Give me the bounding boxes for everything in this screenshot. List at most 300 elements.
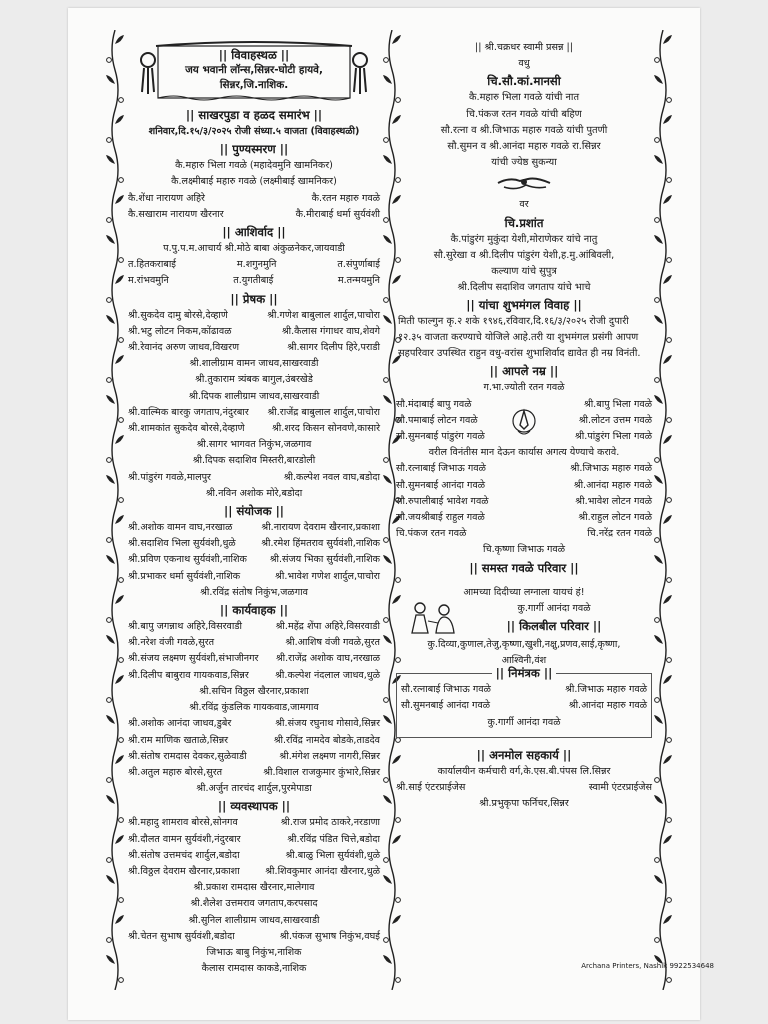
humble-right — [537, 397, 652, 446]
vine-leaf — [663, 595, 672, 604]
vine-leaf — [663, 35, 672, 44]
name-row — [128, 405, 380, 421]
blessings-line: प.पु.प.म.आचार्य श्री.मोठे बाबा अंकुळनेकर,जायवाडी — [163, 243, 345, 255]
vine-leaf — [106, 315, 115, 324]
vine-curl — [384, 58, 389, 63]
vine-curl — [107, 858, 112, 863]
blessings-title: || आशिर्वाद || — [222, 225, 286, 240]
name: श्री.शामकांत सुकदेव बोरसे,देव्हाणे — [128, 423, 245, 435]
name-row: श्री.अर्जुन तारचंद शार्दुल,पुरमेपाडा — [196, 783, 312, 795]
vine-curl — [667, 978, 672, 983]
name-row — [396, 494, 652, 510]
inviter-title: || निमंत्रक || — [492, 664, 557, 682]
vine-leaf — [383, 555, 392, 564]
wedding-details: मिती फाल्गुन कृ.२ शके १९४६,रविवार,दि.१६/३/२०२५ रोजी दुपारी १२.३५ वाजता करण्याचे योजिले आहे.तरी या शुभमंगल प्रसंगी आपण सहपरिवार उपस्थित राहुन वधु-वरांस शुभाशिर्वाद द्यावेत ही नम्र विनंती. — [398, 316, 641, 360]
bride-line: सौ.सुमन व श्री.आनंदा महारु गवळे रा.सिन्नर — [447, 141, 601, 153]
name: श्री.मंगेश लक्ष्मण नागरी,सिन्नर — [279, 750, 380, 762]
kids-name: कु.गार्गी आनंदा गवळे — [517, 602, 591, 614]
vine-curl — [655, 298, 660, 303]
floral-vine-border-left — [104, 30, 126, 990]
vine-leaf — [383, 795, 392, 804]
vine-leaf — [654, 395, 663, 404]
vine-leaf — [392, 835, 401, 844]
vine-leaf — [106, 155, 115, 164]
name-row: कैलास रामदास काकडे,नाशिक — [201, 963, 307, 975]
vine-leaf — [663, 915, 672, 924]
vine-leaf — [654, 155, 663, 164]
name: श्री.गणेश बाबुलाल शार्दुल,पाचोरा — [267, 309, 380, 321]
name: श्री.पांडुरंग भिला गवळे — [574, 431, 652, 443]
vine-leaf — [663, 195, 672, 204]
vine-leaf — [106, 715, 115, 724]
bride-line: यांची ज्येष्ठ सुकन्या — [491, 157, 557, 169]
help-row — [396, 780, 652, 796]
venue-line: जय भवानी लॉन्स,सिन्नर-घोटी हायवे, — [185, 64, 323, 76]
name: श्री.प्रविण एकनाथ सुर्यवंशी,नाशिक — [128, 554, 247, 566]
name: म.रांभवमुनि — [128, 275, 169, 287]
vine-curl — [655, 458, 660, 463]
vine-curl — [384, 618, 389, 623]
vine-curl — [667, 898, 672, 903]
vine-curl — [119, 738, 124, 743]
name-row — [128, 619, 380, 635]
bride-name: चि.सौ.कां.मानसी — [487, 74, 561, 89]
vine-curl — [667, 498, 672, 503]
vine-curl — [119, 818, 124, 823]
venue-banner — [134, 40, 374, 102]
vine-curl — [119, 498, 124, 503]
vine-leaf — [106, 955, 115, 964]
name: श्री.आनंदा महारु गवळे — [573, 479, 652, 491]
name-row — [128, 864, 380, 880]
vine-curl — [655, 218, 660, 223]
vine-leaf — [383, 875, 392, 884]
vine-curl — [119, 178, 124, 183]
vine-curl — [384, 858, 389, 863]
hands-row — [396, 171, 652, 197]
name: श्री.प्रभाकर धर्मा सुर्यवंशी,नाशिक — [128, 570, 241, 582]
vine-curl — [119, 898, 124, 903]
help-line: श्री.प्रभुकृपा फर्निचर,सिन्नर — [479, 798, 569, 810]
vine-curl — [107, 698, 112, 703]
name: श्री.सुकदेव दामु बोरसे,देव्हाणे — [128, 309, 228, 321]
name: सौ.रत्नाबाई जिभाऊ गवळे — [396, 463, 486, 475]
vine-leaf — [106, 395, 115, 404]
vine-leaf — [115, 195, 124, 204]
vine-leaf — [663, 275, 672, 284]
vine-curl — [119, 258, 124, 263]
inviters-title: || प्रेषक || — [230, 291, 278, 306]
managers-title: || व्यवस्थापक || — [217, 799, 291, 814]
name: श्री.पंकज सुभाष निकुंभ,वघई — [279, 930, 380, 942]
vine-leaf — [106, 75, 115, 84]
name: म.शगुनमुनि — [236, 259, 277, 271]
name-row — [128, 749, 380, 765]
vine-curl — [384, 778, 389, 783]
vine-leaf — [383, 235, 392, 244]
vine-leaf — [106, 635, 115, 644]
vine-leaf — [383, 395, 392, 404]
name: श्री.संतोष उत्तमचंद शार्दुल,बडोदा — [128, 849, 240, 861]
engagement-datetime: शनिवार,दि.१५/३/२०२५ रोजी संध्या.५ वाजता (विवाहस्थळी) — [148, 126, 360, 137]
vine-curl — [107, 618, 112, 623]
name-row — [396, 478, 652, 494]
humble-head: ग.भा.ज्योती रतन गवळे — [483, 382, 565, 394]
vine-leaf — [654, 75, 663, 84]
vine-leaf — [383, 315, 392, 324]
inviter-row — [401, 682, 647, 698]
floral-vine-border-right — [652, 30, 674, 990]
inviters-list — [128, 308, 380, 502]
remembrance-line: कै.लक्ष्मीबाई महारु गवळे (लक्ष्मीबाई खामनिकर) — [171, 176, 337, 188]
vine-curl — [107, 458, 112, 463]
left-column — [128, 40, 380, 977]
remembrance-row — [128, 191, 380, 207]
name-row: श्री.सागर भागवत निकुंभ,जळगाव — [196, 439, 312, 451]
name: श्री.नारायण देवराम खैरनार,प्रकाशा — [261, 522, 380, 534]
vine-leaf — [106, 555, 115, 564]
name: श्री.महेंद्र शेंपा अहिरे,विसरवाडी — [275, 621, 380, 633]
bride-label: वधु — [518, 58, 530, 70]
name: श्री.विठ्ठल देवराम खैरनार,प्रकाशा — [128, 865, 240, 877]
vine-curl — [655, 618, 660, 623]
name-row — [128, 668, 380, 684]
vine-curl — [384, 458, 389, 463]
name: श्री.जिभाऊ महारु गवळे — [570, 463, 652, 475]
name: श्री.बापु भिला गवळे — [583, 398, 652, 410]
humble-rows-with-icon — [396, 397, 652, 446]
vine-curl — [655, 698, 660, 703]
name: श्री.संतोष रामदास देवकर,सुळेवाडी — [128, 750, 247, 762]
vine-curl — [396, 898, 401, 903]
vine-leaf — [654, 315, 663, 324]
vine-curl — [655, 538, 660, 543]
name: श्री.चेतन सुभाष सुर्यवंशी,बडोदा — [128, 930, 235, 942]
vine-curl — [384, 298, 389, 303]
kids-title: || किलबील परिवार || — [506, 618, 602, 633]
name: सौ.सुमनबाई आनंदा गवळे — [401, 700, 491, 712]
vine-leaf — [654, 475, 663, 484]
name: श्री.भटु लोटन निकम,कोंढावळ — [128, 325, 232, 337]
name: श्री.बाळु भिला सुर्यवंशी,धुळे — [285, 849, 380, 861]
inviter-last: कु.गार्गी आनंदा गवळे — [487, 716, 561, 728]
vine-leaf — [115, 275, 124, 284]
name: श्री.अशोक वामन वाघ,नरखाळ — [128, 522, 233, 534]
engagement-title: || साखरपुडा व हळद समारंभ || — [185, 108, 323, 122]
name: श्री.राम माणिक खताळे,सिन्नर — [128, 734, 229, 746]
vine-curl — [107, 378, 112, 383]
bride-line: चि.पंकज रतन गवळे यांची बहिण — [466, 108, 582, 120]
vine-leaf — [106, 235, 115, 244]
vine-leaf — [115, 595, 124, 604]
vine-leaf — [654, 795, 663, 804]
vine-curl — [384, 218, 389, 223]
name-row — [128, 340, 380, 356]
name: श्री.रविंद्र नामदेव बोडके,ताडदेव — [273, 734, 380, 746]
vine-curl — [119, 578, 124, 583]
name-row — [396, 510, 652, 526]
name: सौ.सुमनबाई पांडुरंग गवळे — [396, 431, 485, 443]
vine-curl — [384, 698, 389, 703]
vine-curl — [107, 138, 112, 143]
joined-hands-icon — [496, 171, 552, 195]
right-column — [396, 40, 652, 813]
vine-leaf — [663, 835, 672, 844]
blessings-row — [128, 273, 380, 289]
name: श्री.सदाशिव भिला सुर्यवंशी,धुळे — [128, 538, 236, 550]
vine-curl — [667, 418, 672, 423]
name-row: श्री.सुनिल शालीग्राम जाधव,साखरवाडी — [188, 914, 320, 926]
name: चि.पंकज रतन गवळे — [396, 528, 467, 540]
name: त.हितकराबाई — [128, 259, 177, 271]
vine-curl — [107, 298, 112, 303]
vine-curl — [667, 738, 672, 743]
vine-curl — [107, 778, 112, 783]
name: श्री.बापु जगन्नाथ अहिरे,विसरवाडी — [128, 621, 242, 633]
name-row — [128, 635, 380, 651]
name: श्री.विशाल राजकुमार कुंभारे,सिन्नर — [263, 766, 380, 778]
bride-line: सौ.रत्ना व श्री.जिभाऊ महारु गवळे यांची पुतणी — [440, 124, 608, 136]
humble-title: || आपले नम्र || — [489, 364, 559, 379]
kids-line: आश्विनी,वंश — [501, 655, 547, 667]
vine-curl — [396, 978, 401, 983]
vine-leaf — [115, 35, 124, 44]
name-row — [128, 848, 380, 864]
venue-line: सिन्नर,जि.नाशिक. — [219, 79, 289, 91]
name: सौ.जयश्रीबाई राहुल गवळे — [396, 512, 485, 524]
vine-leaf — [663, 435, 672, 444]
groom-name: चि.प्रशांत — [504, 215, 544, 230]
vine-leaf — [654, 875, 663, 884]
folded-hands-icon — [511, 401, 537, 441]
vine-leaf — [106, 795, 115, 804]
vine-curl — [119, 338, 124, 343]
name: श्री.दिलीप बाबुराव गायकवाड,सिन्नर — [128, 669, 249, 681]
name: श्री.आनंदा महारु गवळे — [568, 700, 647, 712]
name: श्री.शिवकुमार आनंदा खैरनार,धुळे — [265, 865, 380, 877]
vine-curl — [396, 818, 401, 823]
family-title: || समस्त गवळे परिवार || — [469, 560, 579, 575]
vine-leaf — [383, 75, 392, 84]
name-row: श्री.प्रकाश रामदास खैरनार,मालेगाव — [193, 882, 315, 894]
name: स्वामी एंटरप्राईजेस — [588, 782, 652, 794]
vine-leaf — [663, 755, 672, 764]
name: श्री.सागर दिलीप हिरे,पराडी — [287, 342, 380, 354]
name-row — [128, 716, 380, 732]
name-row — [128, 470, 380, 486]
name: श्री.रमेश हिंमतराव सुर्यवंशी,नाशिक — [261, 538, 380, 550]
groom-line: श्री.दिलीप सदाशिव जगताप यांचे भाचे — [457, 282, 591, 294]
name: श्री.कल्पेश नवल वाघ,बडोदा — [283, 471, 380, 483]
inviter-box — [396, 666, 652, 738]
vine-curl — [384, 538, 389, 543]
name: श्री.राज प्रमोद ठाकरे,नरडाणा — [280, 817, 380, 829]
kids-line: आमच्या दिदीच्या लग्नाला यायचं हं! — [463, 586, 585, 598]
vine-curl — [667, 658, 672, 663]
printer-credit: Archana Printers, Nashik 9922534648 — [581, 962, 714, 970]
name: कै.सखाराम नारायण खैरनार — [128, 208, 224, 220]
blessings-row — [128, 257, 380, 273]
vine-leaf — [383, 155, 392, 164]
vine-leaf — [663, 675, 672, 684]
name-row: श्री.नविन अशोक मोरे,बडोदा — [205, 487, 303, 499]
groom-label: वर — [519, 199, 529, 211]
humble-list — [396, 461, 652, 542]
name-row — [128, 421, 380, 437]
vine-leaf — [383, 955, 392, 964]
vine-curl — [384, 938, 389, 943]
name: श्री.भावेश लोटन गवळे — [575, 495, 652, 507]
name-row — [128, 765, 380, 781]
vine-leaf — [654, 715, 663, 724]
kids-line: कु.दिव्या,कुणाल,तेजु,कृष्णा,खुशी,नक्षु,प्रणव,साई,कृष्णा, — [427, 638, 621, 650]
vine-curl — [384, 138, 389, 143]
name: चि.नरेंद्र रतन गवळे — [587, 528, 652, 540]
name: श्री.वाल्मिक बारकु जगताप,नंदुरबार — [128, 406, 249, 418]
vine-leaf — [383, 475, 392, 484]
vine-curl — [655, 858, 660, 863]
organizers-list — [128, 520, 380, 601]
vine-leaf — [115, 835, 124, 844]
vine-curl — [667, 338, 672, 343]
name: त.युगतीबाई — [233, 275, 274, 287]
name: सौ.मंदाबाई बापु गवळे — [396, 398, 472, 410]
wedding-couple-illustration — [406, 601, 460, 635]
vine-leaf — [106, 875, 115, 884]
vine-leaf — [663, 355, 672, 364]
name: सौ.सुमनबाई आनंदा गवळे — [396, 479, 486, 491]
name: श्री.रेवानंद अरुण जाधव,विखरण — [128, 342, 240, 354]
help-line: कार्यालयीन कर्मचारी वर्ग,के.एस.बी.पंपस लि.सिन्नर — [437, 765, 611, 777]
name: श्री.साई एंटरप्राईजेस — [396, 782, 466, 794]
vine-curl — [667, 258, 672, 263]
name-row — [128, 832, 380, 848]
organizers-title: || संयोजक || — [223, 504, 285, 519]
name-row — [128, 308, 380, 324]
name: श्री.संजय लक्ष्मण सुर्यवंशी,संभाजीनगर — [128, 653, 259, 665]
name: श्री.महादु शामराव बोरसे,सोनगव — [128, 817, 238, 829]
vine-leaf — [115, 435, 124, 444]
name: श्री.पांडुरंग गवळे,मालपुर — [128, 471, 211, 483]
name: श्री.अशोक आनंदा जाधव,डुबेर — [128, 718, 232, 730]
name: श्री.राजेंद्र बाबुलाल शार्दुल,पाचोरा — [267, 406, 380, 418]
name-row — [396, 461, 652, 477]
vine-leaf — [663, 515, 672, 524]
name: सौ.पमाबाई लोटन गवळे — [396, 414, 478, 426]
name: श्री.संजय भिका सुर्यवंशी,नाशिक — [269, 554, 380, 566]
name-row — [128, 733, 380, 749]
vine-curl — [384, 378, 389, 383]
vine-curl — [119, 658, 124, 663]
vine-leaf — [115, 515, 124, 524]
name: श्री.शरद किसन सोनवणे,कासारे — [272, 423, 380, 435]
name: कै.शेंधा नारायण अहिरे — [128, 192, 205, 204]
name-row — [128, 929, 380, 945]
vine-leaf — [383, 715, 392, 724]
hosts-title: || कार्यवाहक || — [219, 603, 289, 618]
remembrance-title: || पुण्यस्मरण || — [219, 142, 289, 157]
groom-line: सौ.सुरेखा व श्री.दिलीप पांडुरंग येशी,ह.मु.आंबिवली, — [433, 249, 615, 261]
vine-leaf — [115, 355, 124, 364]
vine-curl — [119, 418, 124, 423]
name: कै.मीराबाई धर्मा सुर्यवंशी — [295, 208, 380, 220]
groom-line: कल्याण यांचे सुपुत्र — [491, 266, 557, 278]
vine-curl — [107, 538, 112, 543]
humble-note: वरील विनंतीस मान देऊन कार्यास अगत्य येण्याचे करावे. — [428, 447, 620, 459]
name: श्री.संजय रघुनाथ गोसावे,सिन्नर — [275, 718, 380, 730]
kids-block — [396, 601, 652, 637]
name-row: श्री.सचिन विठ्ठल खैरनार,प्रकाशा — [199, 685, 309, 697]
vine-curl — [655, 938, 660, 943]
venue-title: || विवाहस्थळ || — [218, 48, 290, 62]
vine-leaf — [115, 915, 124, 924]
name: श्री.लोटन उत्तम गवळे — [578, 414, 652, 426]
vine-curl — [655, 58, 660, 63]
name-row — [128, 552, 380, 568]
name-row — [128, 569, 380, 585]
name-row — [128, 815, 380, 831]
name-row: श्री.शालीग्राम वामन जाधव,साखरवाडी — [189, 358, 319, 370]
name: श्री.भावेश गणेश शार्दुल,पाचोरा — [275, 570, 380, 582]
vine-curl — [655, 778, 660, 783]
vine-curl — [107, 218, 112, 223]
name-row: जिभाऊ बाबु निकुंभ,नाशिक — [206, 946, 302, 958]
name-row — [128, 324, 380, 340]
name: त.संपुर्णाबाई — [337, 259, 380, 271]
managers-list — [128, 815, 380, 977]
name-row — [128, 651, 380, 667]
vine-leaf — [392, 915, 401, 924]
name-row — [396, 526, 652, 542]
name: म.तन्मयमुनि — [337, 275, 380, 287]
name: सौ.रत्नाबाई जिभाऊ गवळे — [401, 684, 491, 696]
name: कै.रतन महारु गवळे — [311, 192, 380, 204]
name-row: श्री.दिपक सदाशिव मिस्तरी,बारडोली — [192, 455, 316, 467]
vine-leaf — [654, 635, 663, 644]
name-row — [128, 536, 380, 552]
vine-leaf — [106, 475, 115, 484]
vine-curl — [667, 98, 672, 103]
vine-leaf — [115, 115, 124, 124]
name: श्री.आशिष वंजी गवळे,सुरत — [285, 637, 380, 649]
name: सौ.रुपालीबाई भावेश गवळे — [396, 495, 489, 507]
vine-curl — [655, 138, 660, 143]
name: श्री.राहुल लोटन गवळे — [578, 512, 652, 524]
bride-line: कै.महारु भिला गवळे यांची नात — [468, 92, 580, 104]
name: श्री.कल्पेश नंदलाल जाधव,धुळे — [275, 669, 380, 681]
invocation: || श्री.चक्रधर स्वामी प्रसन्न || — [475, 42, 573, 53]
name-row: श्री.रविंद्र कुंडलिक गायकवाड,जामगाव — [189, 702, 319, 714]
name-row: श्री.तुकाराम त्र्यंबक बागुल,उंबरखेडे — [195, 374, 313, 386]
help-title: || अनमोल सहकार्य || — [476, 747, 572, 762]
name: श्री.जिभाऊ महारु गवळे — [565, 684, 647, 696]
inviter-row — [401, 698, 647, 714]
vine-leaf — [115, 675, 124, 684]
vine-leaf — [383, 635, 392, 644]
vine-curl — [655, 378, 660, 383]
humble-last: चि.कृष्णा जिभाऊ गवळे — [483, 544, 565, 556]
remembrance-line: कै.महारु भिला गवळे (महादेवमुनि खामनिकर) — [175, 160, 333, 172]
vine-leaf — [663, 115, 672, 124]
remembrance-row — [128, 207, 380, 223]
groom-line: कै.पांडुरंग मुकुंदा येशी,मोराणेकर यांचे नातु — [450, 233, 598, 245]
name-row — [128, 520, 380, 536]
vine-curl — [667, 818, 672, 823]
vine-curl — [119, 978, 124, 983]
name-row: श्री.शैलेश उत्तमराव जगताप,करपसाद — [190, 898, 318, 910]
vine-curl — [107, 938, 112, 943]
name: श्री.रविंद्र पंडित चित्ते,बडोदा — [287, 833, 380, 845]
